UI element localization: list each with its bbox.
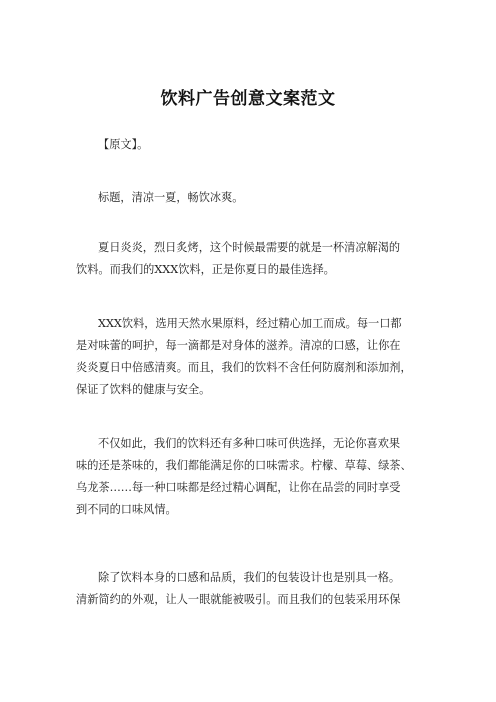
text-line: XXX饮料，选用天然水果原料，经过精心加工而成。每一口都 [98, 317, 402, 330]
text-line: 味的还是茶味的，我们都能满足你的口味需求。柠檬、草莓、绿茶、 [76, 459, 412, 472]
paragraph-headline [76, 187, 436, 209]
text-line: 是对味蕾的呵护，每一滴都是对身体的滋养。清凉的口感，让你在 [76, 339, 401, 352]
text-line: 炎炎夏日中倍感清爽。而且，我们的饮料不含任何防腐剂和添加剂， [76, 361, 412, 374]
text-line: 饮料。而我们的XXX饮料，正是你夏日的最佳选择。 [76, 263, 335, 276]
paragraph-packaging [76, 567, 436, 611]
text-line: 清新简约的外观，让人一眼就能被吸引。而且我们的包装采用环保 [76, 593, 401, 606]
text-line: 【原文】。 [98, 138, 149, 151]
text-line: 除了饮料本身的口感和品质，我们的包装设计也是别具一格。 [98, 571, 401, 584]
paragraph-ingredients [76, 313, 436, 401]
text-line: 标题，清凉一夏，畅饮冰爽。 [98, 191, 244, 204]
text-line: 保证了饮料的健康与安全。 [76, 383, 211, 396]
text-line: 到不同的口味风情。 [76, 503, 177, 516]
paragraph-flavors [76, 433, 436, 521]
text-line: 不仅如此，我们的饮料还有多种口味可供选择，无论你喜欢果 [98, 437, 401, 450]
text-line: 乌龙茶……每一种口味都是经过精心调配，让你在品尝的同时享受 [76, 481, 401, 494]
document-title: 饮料广告创意文案范文 [160, 89, 336, 109]
paragraph-intro [76, 237, 436, 281]
text-line: 夏日炎炎，烈日炙烤，这个时候最需要的就是一杯清凉解渴的 [98, 241, 401, 254]
paragraph-original [76, 134, 436, 156]
